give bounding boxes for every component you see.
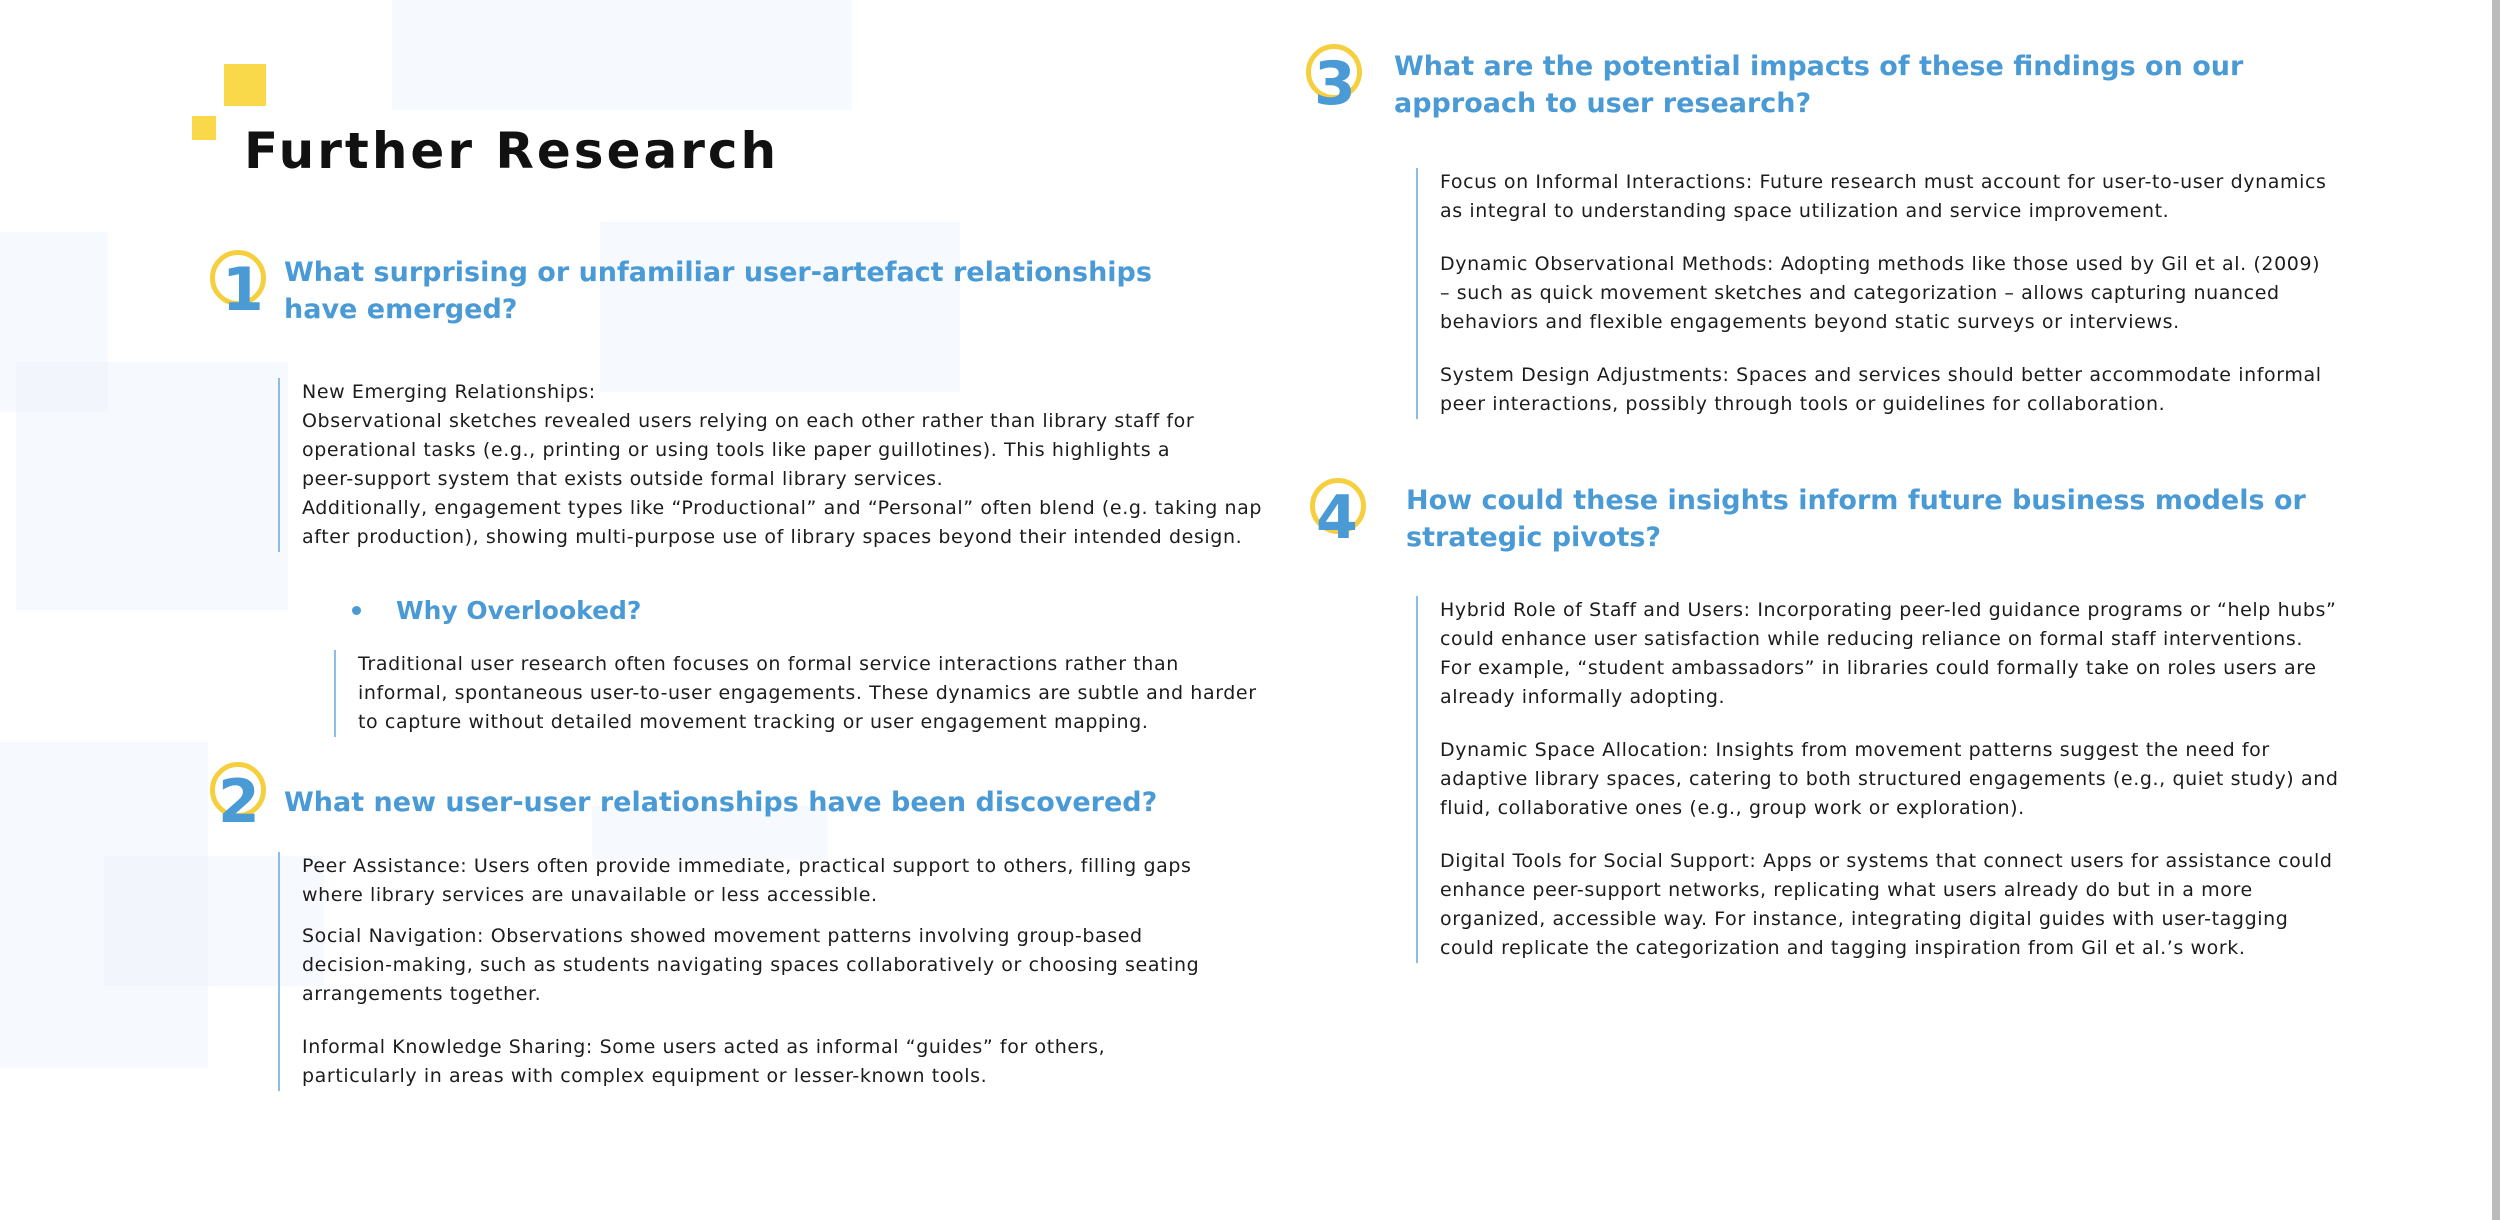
body-line: could replicate the categorization and tagging inspiration from Gil et al.’s work. (1440, 937, 2246, 959)
why-overlooked-subheading (352, 596, 641, 625)
body-line: as integral to understanding space utilization and service improvement. (1440, 200, 2170, 222)
body-line: after production), showing multi-purpose use of library spaces beyond their intended design. (302, 526, 1243, 548)
body-line: Dynamic Space Allocation: Insights from movement patterns suggest the need for (1440, 739, 2270, 761)
heading-line: How could these insights inform future business models or (1406, 485, 2306, 516)
question-2-heading: What new user-user relationships have been discovered? (284, 787, 1158, 818)
body-line: could enhance user satisfaction while reducing reliance on formal staff interventions. (1440, 628, 2303, 650)
question-3-body (1416, 168, 2327, 419)
heading-line: What surprising or unfamiliar user-artefact relationships (284, 257, 1152, 288)
question-number-1: 1 (222, 255, 264, 325)
bullet-icon (352, 606, 361, 615)
body-line: fluid, collaborative ones (e.g., group work or exploration). (1440, 797, 2025, 819)
question-4-heading (1406, 482, 2306, 556)
body-line: Traditional user research often focuses on formal service interactions rather than (358, 653, 1179, 675)
question-1-body (278, 378, 1262, 552)
question-1-heading (284, 254, 1152, 328)
subheading-text: Why Overlooked? (396, 596, 642, 625)
body-line: System Design Adjustments: Spaces and services should better accommodate informal (1440, 364, 2322, 386)
question-number-3: 3 (1314, 49, 1356, 119)
body-line: enhance peer-support networks, replicating what users already do but in a more (1440, 879, 2253, 901)
body-line: adaptive library spaces, catering to both structured engagements (e.g., quiet study) and (1440, 768, 2339, 790)
yellow-square-small (192, 116, 216, 140)
background-square (16, 362, 288, 610)
heading-line: have emerged? (284, 294, 518, 325)
body-line: Informal Knowledge Sharing: Some users acted as informal “guides” for others, (302, 1036, 1106, 1058)
body-line: already informally adopting. (1440, 686, 1726, 708)
body-line: organized, accessible way. For instance, integrating digital guides with user-tagging (1440, 908, 2289, 930)
body-line: operational tasks (e.g., printing or using tools like paper guillotines). This highlights a (302, 439, 1171, 461)
why-overlooked-body (334, 650, 1257, 737)
body-line: New Emerging Relationships: (302, 381, 596, 403)
body-line: where library services are unavailable or less accessible. (302, 884, 878, 906)
body-line: – such as quick movement sketches and categorization – allows capturing nuanced (1440, 282, 2280, 304)
body-line: Digital Tools for Social Support: Apps or systems that connect users for assistance could (1440, 850, 2333, 872)
body-line: Observational sketches revealed users relying on each other rather than library staff for (302, 410, 1195, 432)
question-number-2: 2 (218, 767, 260, 837)
body-line: Dynamic Observational Methods: Adopting methods like those used by Gil et al. (2009) (1440, 253, 2321, 275)
yellow-square-large (224, 64, 266, 106)
page-title: Further Research (244, 122, 780, 180)
heading-line: approach to user research? (1394, 88, 1812, 119)
body-line: Peer Assistance: Users often provide immediate, practical support to others, filling gaps (302, 855, 1192, 877)
scrollbar[interactable] (2492, 0, 2500, 1220)
body-line: Hybrid Role of Staff and Users: Incorporating peer-led guidance programs or “help hubs” (1440, 599, 2337, 621)
body-line: particularly in areas with complex equipment or lesser-known tools. (302, 1065, 988, 1087)
body-line: arrangements together. (302, 983, 542, 1005)
question-2-body (278, 852, 1199, 1091)
body-line: For example, “student ambassadors” in libraries could formally take on roles users are (1440, 657, 2317, 679)
question-4-body (1416, 596, 2339, 963)
body-line: Focus on Informal Interactions: Future research must account for user-to-user dynamics (1440, 171, 2327, 193)
heading-line: What are the potential impacts of these findings on our (1394, 51, 2244, 82)
question-3-heading (1394, 48, 2243, 122)
body-line: informal, spontaneous user-to-user engagements. These dynamics are subtle and harder (358, 682, 1257, 704)
body-line: behaviors and flexible engagements beyond static surveys or interviews. (1440, 311, 2180, 333)
body-line: peer interactions, possibly through tools or guidelines for collaboration. (1440, 393, 2166, 415)
body-line: to capture without detailed movement tracking or user engagement mapping. (358, 711, 1149, 733)
body-line: Additionally, engagement types like “Productional” and “Personal” often blend (e.g. taking nap (302, 497, 1263, 519)
background-square (392, 0, 852, 110)
body-line: peer-support system that exists outside formal library services. (302, 468, 944, 490)
body-line: decision-making, such as students navigating spaces collaboratively or choosing seating (302, 954, 1200, 976)
body-line: Social Navigation: Observations showed movement patterns involving group-based (302, 925, 1143, 947)
heading-line: strategic pivots? (1406, 522, 1662, 553)
question-number-4: 4 (1316, 483, 1358, 553)
